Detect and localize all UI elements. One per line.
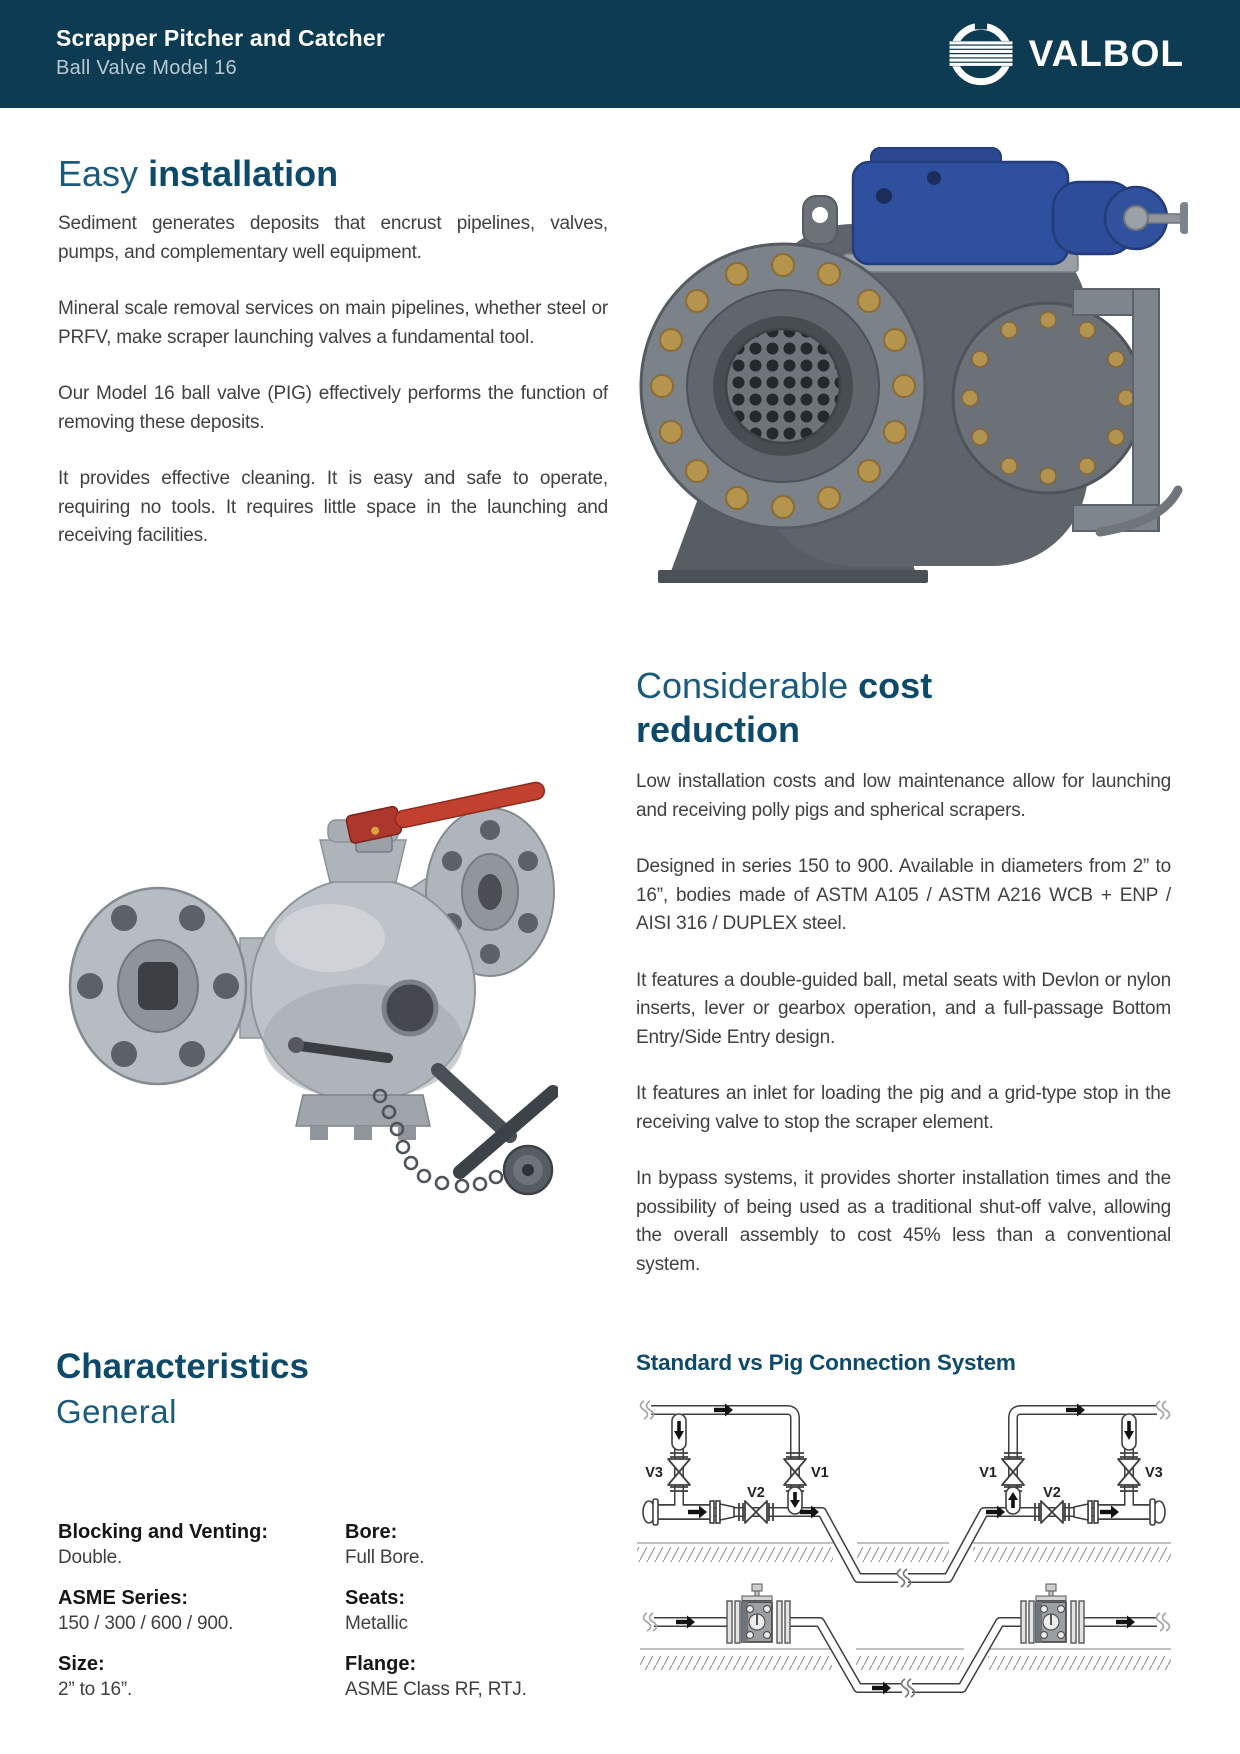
capsule-arrows xyxy=(674,1421,1134,1508)
valve-v3-left xyxy=(668,1453,690,1491)
spec-label: Seats: xyxy=(345,1587,406,1609)
spec-label: Size: xyxy=(58,1653,105,1675)
bottom-flange xyxy=(296,1095,430,1140)
valve-symbols xyxy=(668,1453,1140,1523)
spec-value: ASME Class RF, RTJ. xyxy=(345,1679,527,1700)
paragraph: In bypass systems, it provides shorter installation times and the possibility of being used as a traditional shut-off valve, allowing the overall assembly to cost 45% less than a conventional system. xyxy=(636,1168,1171,1275)
header-titles xyxy=(56,25,385,80)
heading-regular-part: Easy xyxy=(58,153,139,194)
spec-value: Metallic xyxy=(345,1613,408,1634)
spec-flange xyxy=(345,1653,527,1719)
valbol-logo-icon xyxy=(948,21,1014,87)
gearbox-actuator xyxy=(843,148,1188,272)
spec-value: Double. xyxy=(58,1547,123,1568)
paragraph: It provides effective cleaning. It is easy and safe to operate, requiring no tools. It requires little space in the launching and receiving facilities. xyxy=(58,468,608,546)
diagram-title: Standard vs Pig Connection System xyxy=(636,1350,1016,1375)
section-easy-installation xyxy=(58,152,608,579)
section-cost-reduction xyxy=(636,664,1171,1307)
valve-label-v2-left: V2 xyxy=(747,1485,765,1501)
lever-valve-photo xyxy=(58,740,558,1212)
valve-label-v3-right: V3 xyxy=(1145,1465,1163,1481)
standard-vs-pig-diagram xyxy=(630,1396,1188,1704)
ground-top xyxy=(637,1543,1171,1562)
paragraph: Mineral scale removal services on main pipelines, whether steel or PRFV, make scraper launching valves a fundamental tool. xyxy=(58,298,608,348)
spec-label: ASME Series: xyxy=(58,1587,189,1609)
spec-value: 2” to 16”. xyxy=(58,1679,133,1700)
page-title: Scrapper Pitcher and Catcher xyxy=(56,25,385,51)
valbol-logo-text: VALBOL xyxy=(1028,33,1184,74)
cost-reduction-heading xyxy=(636,664,1066,752)
header-band xyxy=(0,0,1240,108)
spec-asme-series xyxy=(58,1587,345,1653)
valve-v3-right xyxy=(1118,1453,1140,1491)
pig-valve-symbol-left xyxy=(727,1584,790,1643)
valve-label-v1-right: V1 xyxy=(979,1465,997,1481)
valve-v2-right xyxy=(1035,1501,1069,1523)
flow-capsules xyxy=(672,1414,1136,1514)
spec-label: Blocking and Venting: xyxy=(58,1521,269,1543)
paragraph: It features an inlet for loading the pig and a grid-type stop in the receiving valve to stop the scraper element. xyxy=(636,1083,1171,1133)
left-flange xyxy=(70,888,246,1084)
paragraph: Low installation costs and low maintenance allow for launching and receiving polly pigs and spherical scrapers. xyxy=(636,771,1171,821)
spec-bore xyxy=(345,1521,527,1587)
t-handle-tool xyxy=(438,1070,553,1194)
launcher-barrels xyxy=(643,1499,1165,1525)
valve-v1-right xyxy=(1002,1453,1024,1491)
valve-v1-left xyxy=(784,1453,806,1491)
pig-valve-photo xyxy=(628,136,1188,588)
front-flange xyxy=(641,244,925,528)
spec-value: Full Bore. xyxy=(345,1547,425,1568)
heading-bold-part: installation xyxy=(148,153,339,194)
pig-valve-symbol-right xyxy=(1021,1584,1084,1643)
spec-list xyxy=(58,1521,527,1719)
spec-label: Bore: xyxy=(345,1521,398,1543)
valve-label-v1-left: V1 xyxy=(811,1465,829,1481)
paragraph: Sediment generates deposits that encrust pipelines, valves, pumps, and complementary well equipment. xyxy=(58,213,608,263)
spec-size xyxy=(58,1653,345,1719)
ground-bottom xyxy=(640,1649,1171,1670)
characteristics-heading: Characteristics xyxy=(56,1347,309,1386)
spec-seats xyxy=(345,1587,527,1653)
heading-bold-part: cost reduction xyxy=(636,665,933,750)
heading-regular-part: Considerable xyxy=(636,665,849,706)
page-subtitle: Ball Valve Model 16 xyxy=(56,57,237,79)
valve-label-v2-right: V2 xyxy=(1043,1485,1061,1501)
rear-flange xyxy=(953,303,1143,493)
paragraph: Designed in series 150 to 900. Available in diameters from 2” to 16”, bodies made of ASTM A105 / ASTM A216 WCB + ENP / AISI 316 / DUPLEX steel. xyxy=(636,856,1171,934)
loading-port xyxy=(384,982,436,1034)
paragraph: It features a double-guided ball, metal seats with Devlon or nylon inserts, lever or gearbox operation, and a full-passage Bottom Entry/Side Entry design. xyxy=(636,969,1171,1048)
brand-logo xyxy=(948,21,1184,87)
spec-value: 150 / 300 / 600 / 900. xyxy=(58,1613,234,1634)
valve-label-v3-left: V3 xyxy=(645,1465,663,1481)
characteristics-subheading: General xyxy=(56,1393,177,1430)
spec-blocking-venting xyxy=(58,1521,345,1587)
paragraph: Our Model 16 ball valve (PIG) effectively performs the function of removing these deposits. xyxy=(58,383,608,433)
easy-installation-heading xyxy=(58,152,608,196)
section-characteristics xyxy=(56,1346,309,1432)
spec-label: Flange: xyxy=(345,1653,417,1675)
